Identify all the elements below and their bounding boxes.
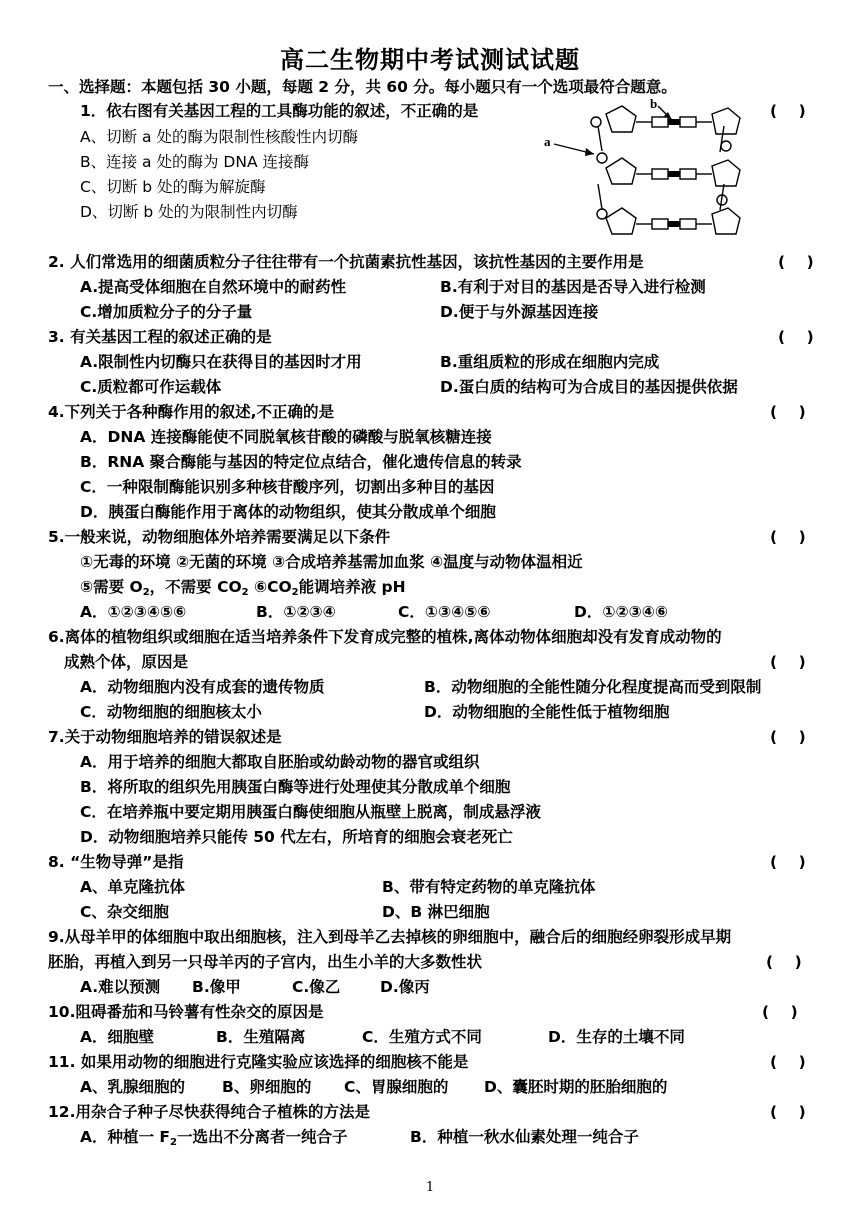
q9-option-b: B.像甲 — [192, 978, 241, 996]
q8-stem: 8. “生物导弹”是指 — [48, 853, 184, 871]
q12-option-b: B．种植一秋水仙素处理一纯合子 — [410, 1128, 639, 1146]
page-number: 1 — [425, 1180, 435, 1195]
q6-option-d: D．动物细胞的全能性低于植物细胞 — [424, 703, 670, 721]
q12-option-a-text-cont: 一选出不分离者一纯合子 — [176, 1128, 348, 1146]
q3-option-b: B.重组质粒的形成在细胞内完成 — [440, 353, 660, 371]
q10-option-a: A．细胞壁 — [80, 1028, 154, 1046]
q10-answer-blank[interactable]: ( ) — [762, 1003, 798, 1021]
q5-cond6-text: ⑥CO — [248, 578, 292, 596]
q1-option-b: B、连接 a 处的酶为 DNA 连接酶 — [80, 153, 309, 171]
q6-answer-blank[interactable]: ( ) — [770, 653, 806, 671]
q11-option-c: C、胃腺细胞的 — [344, 1078, 449, 1096]
q8-option-d: D、B 淋巴细胞 — [382, 903, 490, 921]
q3-option-a: A.限制性内切酶只在获得目的基因时才用 — [80, 353, 362, 371]
q10-stem: 10.阻碍番茄和马铃薯有性杂交的原因是 — [48, 1003, 324, 1021]
q2-option-d: D.便于与外源基因连接 — [440, 303, 599, 321]
q10-option-d: D．生存的土壤不同 — [548, 1028, 685, 1046]
q11-option-a: A、乳腺细胞的 — [80, 1078, 185, 1096]
subscript-2: 2 — [169, 1137, 177, 1148]
dna-structure-diagram — [540, 96, 762, 238]
q4-answer-blank[interactable]: ( ) — [770, 403, 806, 421]
q9-option-c: C.像乙 — [292, 978, 341, 996]
section-heading: 一、选择题：本题包括 30 小题，每题 2 分，共 60 分。每小题只有一个选项最符合题意。 — [48, 78, 677, 96]
q6-option-b: B．动物细胞的全能性随分化程度提高而受到限制 — [424, 678, 762, 696]
label-b: b — [650, 96, 658, 111]
q5-option-d: D．①②③④⑥ — [574, 603, 668, 621]
q4-stem: 4.下列关于各种酶作用的叙述,不正确的是 — [48, 403, 335, 421]
q8-option-a: A、单克隆抗体 — [80, 878, 185, 896]
q5-cond5-text: ⑤需要 O — [80, 578, 143, 596]
subscript-2: 2 — [291, 587, 299, 598]
q7-answer-blank[interactable]: ( ) — [770, 728, 806, 746]
q7-option-b: B．将所取的组织先用胰蛋白酶等进行处理使其分散成单个细胞 — [80, 778, 511, 796]
q2-option-c: C.增加质粒分子的分子量 — [80, 303, 253, 321]
q9-answer-blank[interactable]: ( ) — [766, 953, 802, 971]
q1-option-c: C、切断 b 处的酶为解旋酶 — [80, 178, 266, 196]
q5-answer-blank[interactable]: ( ) — [770, 528, 806, 546]
q5-cond5-text-cont: ，不需要 CO — [149, 578, 242, 596]
q4-option-a: A．DNA 连接酶能使不同脱氧核苷酸的磷酸与脱氧核糖连接 — [80, 428, 492, 446]
q9-stem-line1: 9.从母羊甲的体细胞中取出细胞核，注入到母羊乙去掉核的卵细胞中，融合后的细胞经卵裂形成早期 — [48, 928, 732, 946]
q6-stem-line1: 6.离体的植物组织或细胞在适当培养条件下发育成完整的植株,离体动物体细胞却没有发育成动物的 — [48, 628, 722, 646]
q5-conditions-line2 — [80, 577, 406, 603]
q2-stem: 2. 人们常选用的细菌质粒分子往往带有一个抗菌素抗性基因，该抗性基因的主要作用是 — [48, 253, 644, 271]
q1-option-d: D、切断 b 处的为限制性内切酶 — [80, 203, 298, 221]
q5-option-c: C．①③④⑤⑥ — [398, 603, 491, 621]
q6-option-a: A．动物细胞内没有成套的遗传物质 — [80, 678, 325, 696]
q8-option-c: C、杂交细胞 — [80, 903, 169, 921]
subscript-2: 2 — [241, 587, 249, 598]
q2-option-b: B.有利于对目的基因是否导入进行检测 — [440, 278, 706, 296]
q6-option-c: C．动物细胞的细胞核太小 — [80, 703, 262, 721]
q1-stem: 1．依右图有关基因工程的工具酶功能的叙述，不正确的是 — [80, 102, 479, 120]
q1-option-a: A、切断 a 处的酶为限制性核酸性内切酶 — [80, 128, 358, 146]
q10-option-c: C．生殖方式不同 — [362, 1028, 482, 1046]
label-a: a — [544, 134, 551, 149]
q11-stem: 11. 如果用动物的细胞进行克隆实验应该选择的细胞核不能是 — [48, 1053, 469, 1071]
q12-stem: 12.用杂合子种子尽快获得纯合子植株的方法是 — [48, 1103, 370, 1121]
q5-option-a: A．①②③④⑤⑥ — [80, 603, 187, 621]
q2-option-a: A.提高受体细胞在自然环境中的耐药性 — [80, 278, 347, 296]
q5-stem: 5.一般来说，动物细胞体外培养需要满足以下条件 — [48, 528, 391, 546]
q9-option-a: A.难以预测 — [80, 978, 161, 996]
q8-option-b: B、带有特定药物的单克隆抗体 — [382, 878, 596, 896]
q9-option-d: D.像丙 — [380, 978, 430, 996]
subscript-2: 2 — [142, 587, 150, 598]
q7-option-c: C．在培养瓶中要定期用胰蛋白酶使细胞从瓶壁上脱离，制成悬浮液 — [80, 803, 541, 821]
q5-cond6-text-cont: 能调培养液 pH — [298, 578, 406, 596]
q8-answer-blank[interactable]: ( ) — [770, 853, 806, 871]
q4-option-d: D．胰蛋白酶能作用于离体的动物组织，使其分散成单个细胞 — [80, 503, 496, 521]
q5-conditions-line1: ①无毒的环境 ②无菌的环境 ③合成培养基需加血浆 ④温度与动物体温相近 — [80, 553, 583, 571]
q12-option-a — [80, 1127, 347, 1153]
q5-option-b: B．①②③④ — [256, 603, 336, 621]
q10-option-b: B．生殖隔离 — [216, 1028, 306, 1046]
q12-answer-blank[interactable]: ( ) — [770, 1103, 806, 1121]
q3-answer-blank[interactable]: ( ) — [778, 328, 814, 346]
q9-stem-line2: 胚胎，再植入到另一只母羊丙的子宫内，出生小羊的大多数性状 — [48, 953, 483, 971]
q1-answer-blank[interactable]: ( ) — [770, 102, 806, 120]
q11-option-b: B、卵细胞的 — [222, 1078, 312, 1096]
q3-option-d: D.蛋白质的结构可为合成目的基因提供依据 — [440, 378, 738, 396]
q3-option-c: C.质粒都可作运载体 — [80, 378, 222, 396]
q6-stem-line2: 成熟个体，原因是 — [64, 653, 189, 671]
q7-option-d: D．动物细胞培养只能传 50 代左右，所培育的细胞会衰老死亡 — [80, 828, 513, 846]
page-title: 高二生物期中考试测试试题 — [280, 46, 580, 74]
q4-option-b: B．RNA 聚合酶能与基因的特定位点结合，催化遗传信息的转录 — [80, 453, 522, 471]
q4-option-c: C．一种限制酶能识别多种核苷酸序列，切割出多种目的基因 — [80, 478, 495, 496]
q7-stem: 7.关于动物细胞培养的错误叙述是 — [48, 728, 282, 746]
q12-option-a-text: A．种植一 F — [80, 1128, 170, 1146]
q11-answer-blank[interactable]: ( ) — [770, 1053, 806, 1071]
q2-answer-blank[interactable]: ( ) — [778, 253, 814, 271]
q7-option-a: A．用于培养的细胞大都取自胚胎或幼龄动物的器官或组织 — [80, 753, 480, 771]
q11-option-d: D、囊胚时期的胚胎细胞的 — [484, 1078, 668, 1096]
q3-stem: 3. 有关基因工程的叙述正确的是 — [48, 328, 272, 346]
